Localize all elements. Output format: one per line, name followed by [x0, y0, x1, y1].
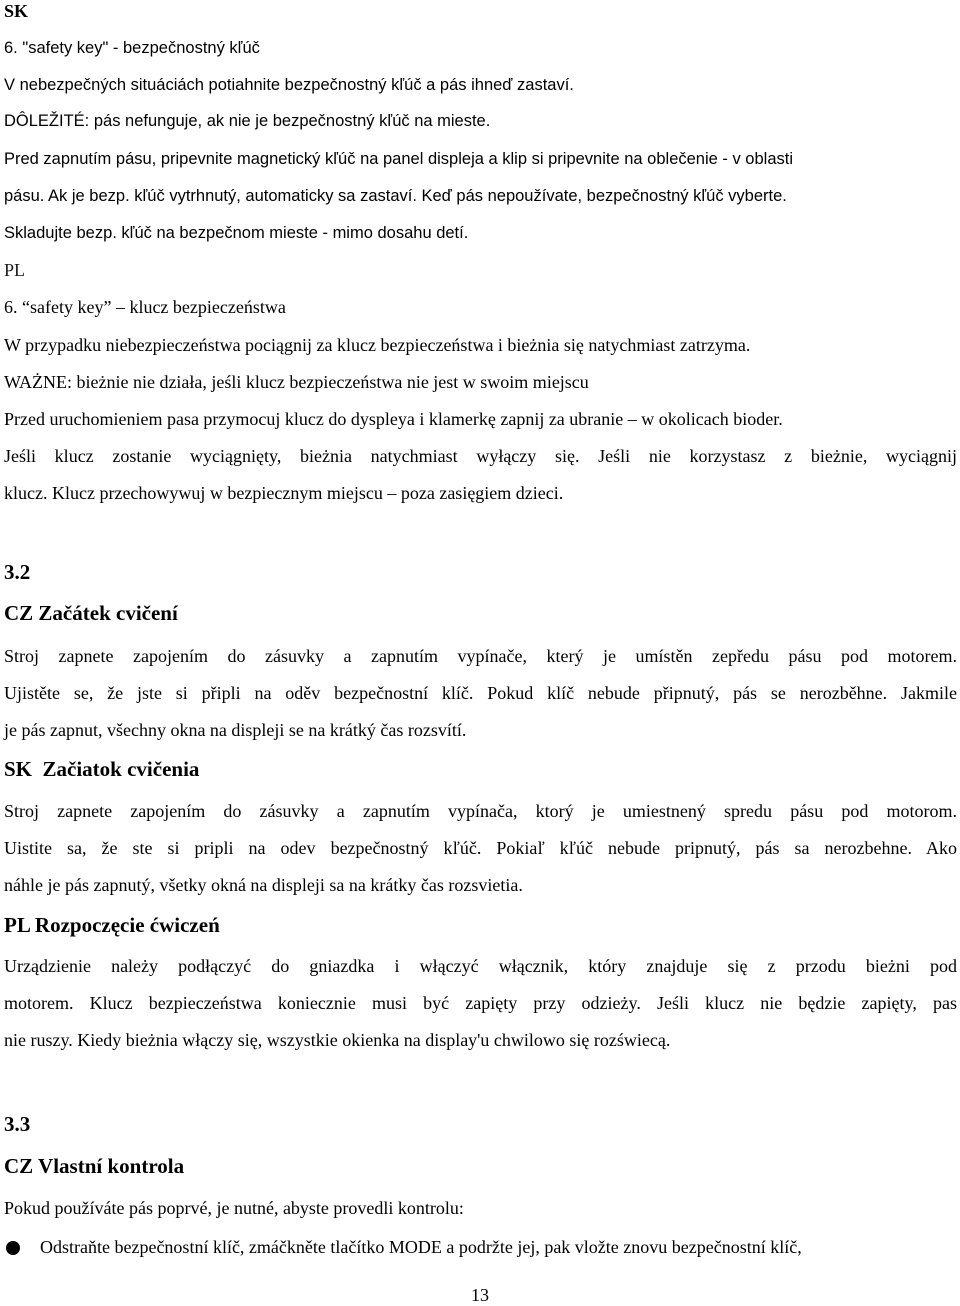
sk-safety-key-title: 6. "safety key" - bezpečnostný kľúč	[4, 39, 260, 57]
sk-start-text-line: Stroj zapnete zapojením do zásuvky a zapnutím vypínača, ktorý je umiestnený spredu pásu pod motorom.	[4, 801, 957, 821]
pl-language-label: PL	[4, 260, 26, 280]
cz-self-check-heading: CZ Vlastní kontrola	[4, 1154, 185, 1178]
sk-text-line: pásu. Ak je bezp. kľúč vytrhnutý, automaticky sa zastaví. Keď pás nepoužívate, bezpečnostný kľúč vyberte.	[4, 187, 787, 205]
pl-text-line: klucz. Klucz przechowywuj w bezpiecznym miejscu – poza zasięgiem dzieci.	[4, 483, 564, 503]
sk-start-text-line: Uistite sa, že ste si pripli na odev bezpečnostný kľúč. Pokiaľ kľúč nebude pripnutý, pás sa nerozbehne. Ako	[4, 838, 957, 858]
cz-start-heading: CZ Začátek cvičení	[4, 601, 178, 625]
sk-language-label: SK	[4, 1, 29, 21]
page-number: 13	[471, 1285, 489, 1305]
cz-start-text-line: Ujistěte se, že jste si připli na oděv bezpečnostní klíč. Pokud klíč nebude připnutý, pás se nerozběhne. Jakmile	[4, 683, 957, 703]
sk-start-heading: SK Začiatok cvičenia	[4, 757, 200, 781]
bullet-icon	[6, 1241, 20, 1255]
cz-self-check-intro: Pokud používáte pás poprvé, je nutné, abyste provedli kontrolu:	[4, 1198, 464, 1218]
pl-text-line: Jeśli klucz zostanie wyciągnięty, bieżnia natychmiast wyłączy się. Jeśli nie korzystasz z bieżnie, wyciągnij	[4, 446, 957, 466]
pl-safety-key-title: 6. “safety key” – klucz bezpieczeństwa	[4, 297, 286, 317]
pl-start-text-line: nie ruszy. Kiedy bieżnia włączy się, wszystkie okienka na display'u chwilowo się rozświecą.	[4, 1030, 671, 1050]
cz-start-text-line: Stroj zapnete zapojením do zásuvky a zapnutím vypínače, který je umístěn zepředu pásu pod motorem.	[4, 646, 957, 666]
pl-start-text-line: Urządzienie należy podłączyć do gniazdka i włączyć włącznik, który znajduje się z przodu bieżni pod	[4, 956, 957, 976]
pl-text-line: WAŻNE: bieżnie nie działa, jeśli klucz bezpieczeństwa nie jest w swoim miejscu	[4, 372, 589, 392]
pl-start-heading: PL Rozpoczęcie ćwiczeń	[4, 913, 220, 937]
sk-start-text-line: náhle je pás zapnutý, všetky okná na displeji sa na krátky čas rozsvietia.	[4, 875, 523, 895]
section-number-3-3: 3.3	[4, 1112, 31, 1136]
cz-self-check-bullet: Odstraňte bezpečnostní klíč, zmáčkněte tlačítko MODE a podržte jej, pak vložte znovu bezpečnostní klíč,	[40, 1237, 802, 1257]
section-number-3-2: 3.2	[4, 560, 31, 584]
pl-text-line: W przypadku niebezpieczeństwa pociągnij za klucz bezpieczeństwa i bieżnia się natychmiast zatrzyma.	[4, 335, 751, 355]
pl-start-text-line: motorem. Klucz bezpieczeństwa koniecznie musi być zapięty przy odzieży. Jeśli klucz nie będzie zapięty, pas	[4, 993, 957, 1013]
sk-text-line: Skladujte bezp. kľúč na bezpečnom mieste - mimo dosahu detí.	[4, 224, 469, 242]
sk-text-line: V nebezpečných situáciách potiahnite bezpečnostný kľúč a pás ihneď zastaví.	[4, 76, 574, 94]
cz-start-text-line: je pás zapnut, všechny okna na displeji se na krátký čas rozsvítí.	[4, 720, 467, 740]
sk-text-line: DÔLEŽITÉ: pás nefunguje, ak nie je bezpečnostný kľúč na mieste.	[4, 112, 491, 130]
pl-text-line: Przed uruchomieniem pasa przymocuj klucz do dyspleya i klamerkę zapnij za ubranie – w okolicach bioder.	[4, 409, 783, 429]
sk-text-line: Pred zapnutím pásu, pripevnite magnetický kľúč na panel displeja a klip si pripevnite na oblečenie - v oblasti	[4, 150, 794, 168]
